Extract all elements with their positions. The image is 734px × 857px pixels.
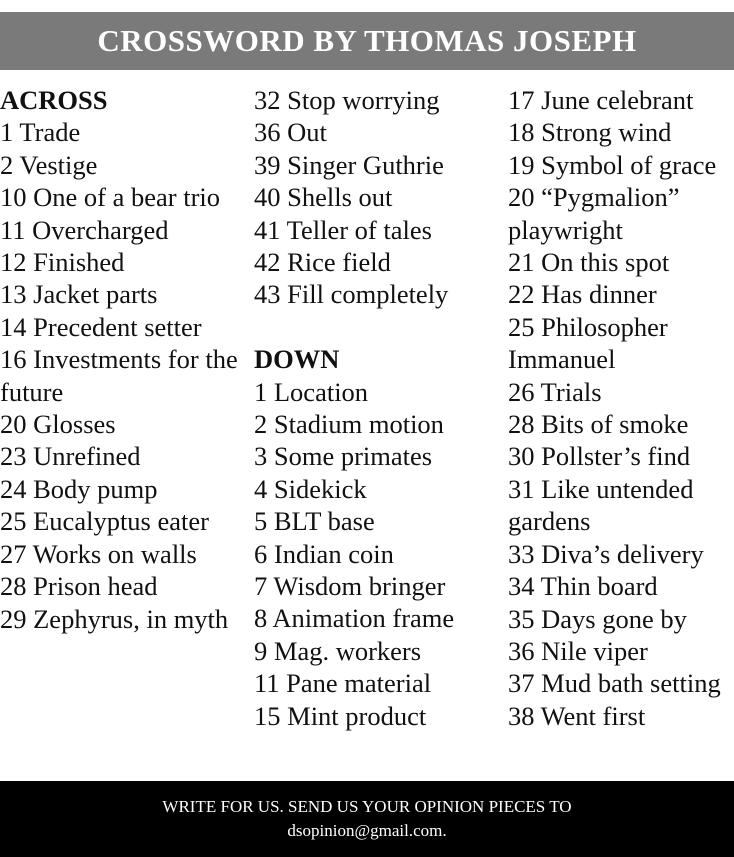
clue-item: 1 Location [254,376,369,407]
clue-item: 34 Thin board [508,571,658,602]
clue-item: 39 Singer Guthrie [254,149,444,180]
clue-list-across-1 [0,116,245,635]
clue-item: 8 Animation frame [254,603,455,634]
clue-item: 1 Trade [0,117,81,148]
clue-item: 35 Days gone by [508,603,687,634]
clue-item: 10 One of a bear trio [0,182,221,213]
clue-item: 41 Teller of tales [254,214,432,245]
clue-item: 6 Indian coin [254,538,394,569]
clue-item: 4 Sidekick [254,473,367,504]
clue-item: 37 Mud bath setting [508,668,721,699]
clue-item: 33 Diva’s delivery [508,538,704,569]
across-heading: ACROSS [0,85,108,115]
clue-item: 42 Rice field [254,247,391,278]
clue-item: 13 Jacket parts [0,279,158,310]
clue-item: 9 Mag. workers [254,635,422,666]
clue-item: 21 On this spot [508,247,670,278]
section-gap [254,311,504,343]
clue-item: 15 Mint product [254,700,427,731]
down-heading: DOWN [254,344,340,375]
footer-banner [0,781,734,857]
clue-item: 23 Unrefined [0,441,141,472]
clue-item: 36 Out [254,117,327,148]
footer-email: dsopinion@gmail.com. [287,821,447,840]
clue-item: 40 Shells out [254,182,393,213]
clue-item: 11 Pane material [254,668,432,699]
clue-item: 22 Has dinner [508,279,657,310]
clue-item: 2 Vestige [0,149,98,180]
clue-item: 30 Pollster’s find [508,441,691,472]
clue-column-2 [254,84,504,732]
clue-list-across-2 [254,84,504,311]
clue-column-1 [0,84,245,635]
clue-item: 2 Stadium motion [254,409,444,440]
clue-item: 31 Like untended gardens [508,473,694,537]
clue-item: 43 Fill completely [254,279,449,310]
clue-item: 26 Trials [508,376,602,407]
clue-item: 3 Some primates [254,441,433,472]
footer-line-1: WRITE FOR US. SEND US YOUR OPINION PIECES TO [162,797,572,816]
clue-item: 14 Precedent setter [0,311,202,342]
clue-item: 20 “Pygmalion” playwright [508,182,680,245]
clue-item: 12 Finished [0,247,125,278]
clue-item: 20 Glosses [0,409,116,440]
clue-item: 29 Zephyrus, in myth [0,603,229,634]
clue-item: 11 Overcharged [0,214,169,245]
clue-item: 28 Prison head [0,571,158,602]
clue-item: 25 Philosopher Immanuel [508,311,668,375]
clue-item: 28 Bits of smoke [508,409,689,440]
clue-item: 32 Stop worrying [254,85,440,115]
clue-item: 38 Went first [508,700,646,731]
clue-item: 19 Symbol of grace [508,149,717,180]
clue-item: 27 Works on walls [0,538,197,569]
clue-item: 24 Body pump [0,473,158,504]
clue-item: 36 Nile viper [508,635,648,666]
crossword-title: CROSSWORD BY THOMAS JOSEPH [0,12,734,70]
clue-item: 18 Strong wind [508,117,672,148]
clue-item: 17 June celebrant [508,85,694,115]
clue-list-down-1 [254,376,504,732]
clue-item: 16 Investments for the future [0,344,238,407]
clue-item: 5 BLT base [254,506,375,537]
clue-item: 25 Eucalyptus eater [0,506,209,537]
clue-column-3 [508,84,734,732]
clue-item: 7 Wisdom bringer [254,571,446,602]
clue-list-down-2 [508,84,734,732]
